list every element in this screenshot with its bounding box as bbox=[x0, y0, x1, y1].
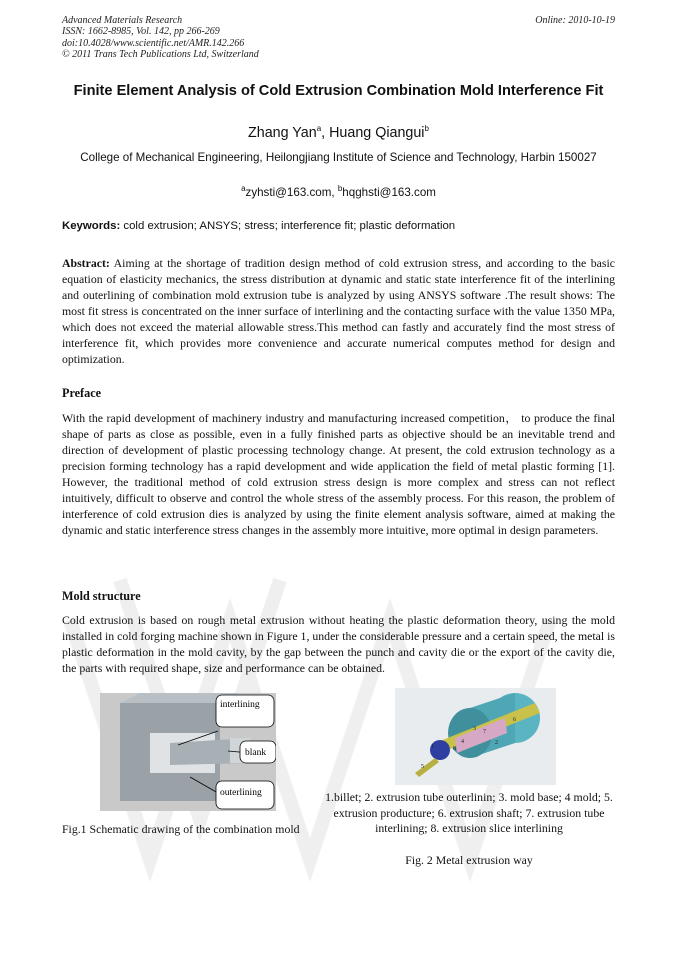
fig2-num-2: 2 bbox=[495, 740, 498, 746]
figure-1-mold-drawing bbox=[100, 693, 276, 811]
preface-paragraph: With the rapid development of machinery industry and manufacturing increased competition， to produce the final shape of parts as close as possible, even in a fully finished parts as objective should be an inevitable trend and direction of development of plastic processing technology change. At present, the cold extrusion technology as a precision forming technology has a rapid development and wide application the field of metal plastic forming [1]. However, the traditional method of cold extrusion stress design is more complex and stress can not reflect intuitively, difficult to observe and control the whole stress of the assembly process. For this reason, the problem of interference of cold extrusion dies is analyzed by using the finite element analysis software, aimed at making the dynamic and static interference stress changes in the assembly more intuitive, more optimal in design parameters. bbox=[62, 411, 615, 537]
mold-structure-paragraph: Cold extrusion is based on rough metal extrusion without heating the plastic deformation theory, using the mold installed in cold forging machine shown in Figure 1, under the considerable pressure and a certain speed, the metal is plastic deformation in the mold cavity, by the gap between the punch and cavity die or the export of the cavity die, the parts with required shape, size and performance can be obtained. bbox=[62, 613, 615, 675]
keywords-label: Keywords: bbox=[62, 220, 121, 232]
figure-2-caption: Fig. 2 Metal extrusion way bbox=[405, 853, 533, 867]
fig2-num-3: 3 bbox=[473, 726, 476, 732]
abstract-text: Aiming at the shortage of tradition design method of cold extrusion stress, and according to the basic equation of elasticity mechanics, the stress distribution at dynamic and static state interference fit of the interlining and outerlining of combination mold extrusion tube is analyzed by using ANSYS software .The result shows: The most fit stress is concentrated on the inner surface of interlining and the contacting surface with the value 1350 MPa, which does not exceed the material allowable stress.This method can fastly and accurately find the most stress of interference fit, which provides more convenience and accurate numerical computes method for design and optimization. bbox=[62, 256, 615, 366]
abstract bbox=[62, 255, 615, 367]
preface-heading: Preface bbox=[62, 386, 102, 400]
author-2: Huang Qiangui bbox=[329, 124, 425, 141]
copyright-line: © 2011 Trans Tech Publications Ltd, Switzerland bbox=[62, 48, 259, 60]
author-2-sup: b bbox=[424, 124, 429, 133]
fig2-num-7: 7 bbox=[483, 729, 486, 735]
fig2-num-8: 8 bbox=[453, 746, 456, 752]
label-interlining: interlining bbox=[220, 700, 260, 710]
abstract-label: Abstract: bbox=[62, 256, 110, 270]
figure-2-extrusion-render bbox=[395, 688, 556, 785]
label-outerlining: outerlining bbox=[220, 788, 262, 798]
affiliation: College of Mechanical Engineering, Heilongjiang Institute of Science and Technology, Harbin 150027 bbox=[80, 151, 597, 164]
author-separator: , bbox=[321, 124, 330, 141]
author-1: Zhang Yan bbox=[248, 124, 317, 141]
author-1-sup: a bbox=[316, 124, 322, 133]
author-line bbox=[62, 124, 615, 141]
figure-1-caption: Fig.1 Schematic drawing of the combination mold bbox=[62, 822, 300, 836]
label-blank: blank bbox=[245, 748, 267, 758]
online-date: Online: 2010-10-19 bbox=[535, 15, 615, 26]
email-1-sup: a bbox=[241, 184, 246, 193]
journal-header bbox=[62, 15, 615, 60]
email-1: zyhsti@163.com, bbox=[245, 185, 338, 199]
keywords-text: cold extrusion; ANSYS; stress; interference fit; plastic deformation bbox=[120, 220, 456, 232]
paper-title: Finite Element Analysis of Cold Extrusion Combination Mold Interference Fit bbox=[73, 83, 604, 99]
fig2-num-1: 1 bbox=[431, 744, 434, 750]
doi-line: doi:10.4028/www.scientific.net/AMR.142.266 bbox=[62, 37, 245, 49]
issn-line: ISSN: 1662-8985, Vol. 142, pp 266-269 bbox=[62, 26, 220, 38]
fig2-num-5: 5 bbox=[421, 764, 424, 770]
fig2-num-4: 4 bbox=[461, 739, 464, 745]
figure-2-legend: 1.billet; 2. extrusion tube outerlinin; 3. mold base; 4 mold; 5. extrusion producture; 6. extrusion shaft; 7. extrusion tube interlining; 8. extrusion slice interlining bbox=[325, 790, 613, 835]
journal-name: Advanced Materials Research bbox=[62, 15, 183, 26]
mold-structure-heading: Mold structure bbox=[62, 589, 141, 603]
fig2-num-6: 6 bbox=[513, 717, 516, 723]
keywords bbox=[62, 220, 615, 232]
email-2-sup: b bbox=[337, 184, 343, 193]
email-2: hqghsti@163.com bbox=[342, 185, 436, 199]
email-line bbox=[62, 184, 615, 199]
